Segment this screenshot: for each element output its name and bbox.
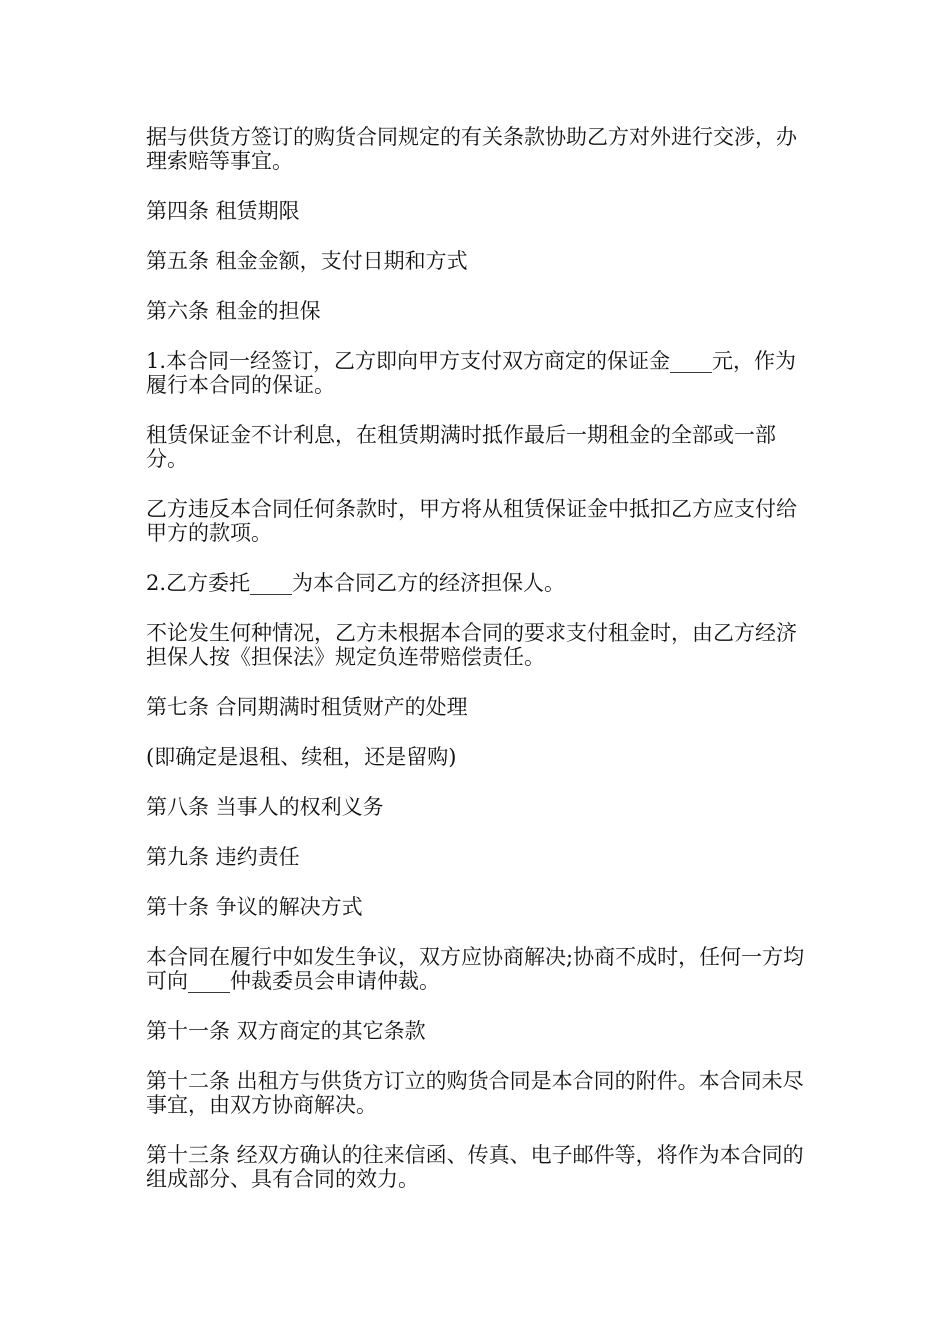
paragraph-guarantor: 2.乙方委托____为本合同乙方的经济担保人。 — [146, 571, 566, 595]
clause-4-heading: 第四条 租赁期限 — [146, 199, 300, 223]
paragraph-deposit-deduction: 乙方违反本合同任何条款时，甲方将从租赁保证金中抵扣乙方应支付给甲方的款项。 — [146, 497, 797, 545]
paragraph-clause-7-note: (即确定是退租、续租，还是留购) — [146, 745, 457, 769]
paragraph-guarantor-liability: 不论发生何种情况，乙方未根据本合同的要求支付租金时，由乙方经济担保人按《担保法》规定负连带赔偿责任。 — [146, 621, 797, 669]
clause-12-text: 第十二条 出租方与供货方订立的购货合同是本合同的附件。本合同未尽事宜，由双方协商解决。 — [146, 1069, 804, 1117]
clause-11-heading: 第十一条 双方商定的其它条款 — [146, 1019, 426, 1043]
paragraph-dispute-resolution: 本合同在履行中如发生争议，双方应协商解决;协商不成时，任何一方均可向____仲裁委员会申请仲裁。 — [146, 945, 805, 993]
document-body — [146, 125, 814, 1217]
paragraph-claims-assistance: 据与供货方签订的购货合同规定的有关条款协助乙方对外进行交涉，办理索赔等事宜。 — [146, 125, 797, 173]
clause-7-heading: 第七条 合同期满时租赁财产的处理 — [146, 695, 468, 719]
clause-10-heading: 第十条 争议的解决方式 — [146, 895, 363, 919]
clause-6-heading: 第六条 租金的担保 — [146, 299, 321, 323]
clause-8-heading: 第八条 当事人的权利义务 — [146, 795, 384, 819]
clause-13-text: 第十三条 经双方确认的往来信函、传真、电子邮件等，将作为本合同的组成部分、具有合同的效力。 — [146, 1143, 804, 1191]
clause-9-heading: 第九条 违约责任 — [146, 845, 300, 869]
paragraph-deposit-interest: 租赁保证金不计利息，在租赁期满时抵作最后一期租金的全部或一部分。 — [146, 423, 776, 471]
paragraph-deposit: 1.本合同一经签订，乙方即向甲方支付双方商定的保证金____元，作为履行本合同的保证。 — [146, 349, 797, 397]
clause-5-heading: 第五条 租金金额，支付日期和方式 — [146, 249, 468, 273]
